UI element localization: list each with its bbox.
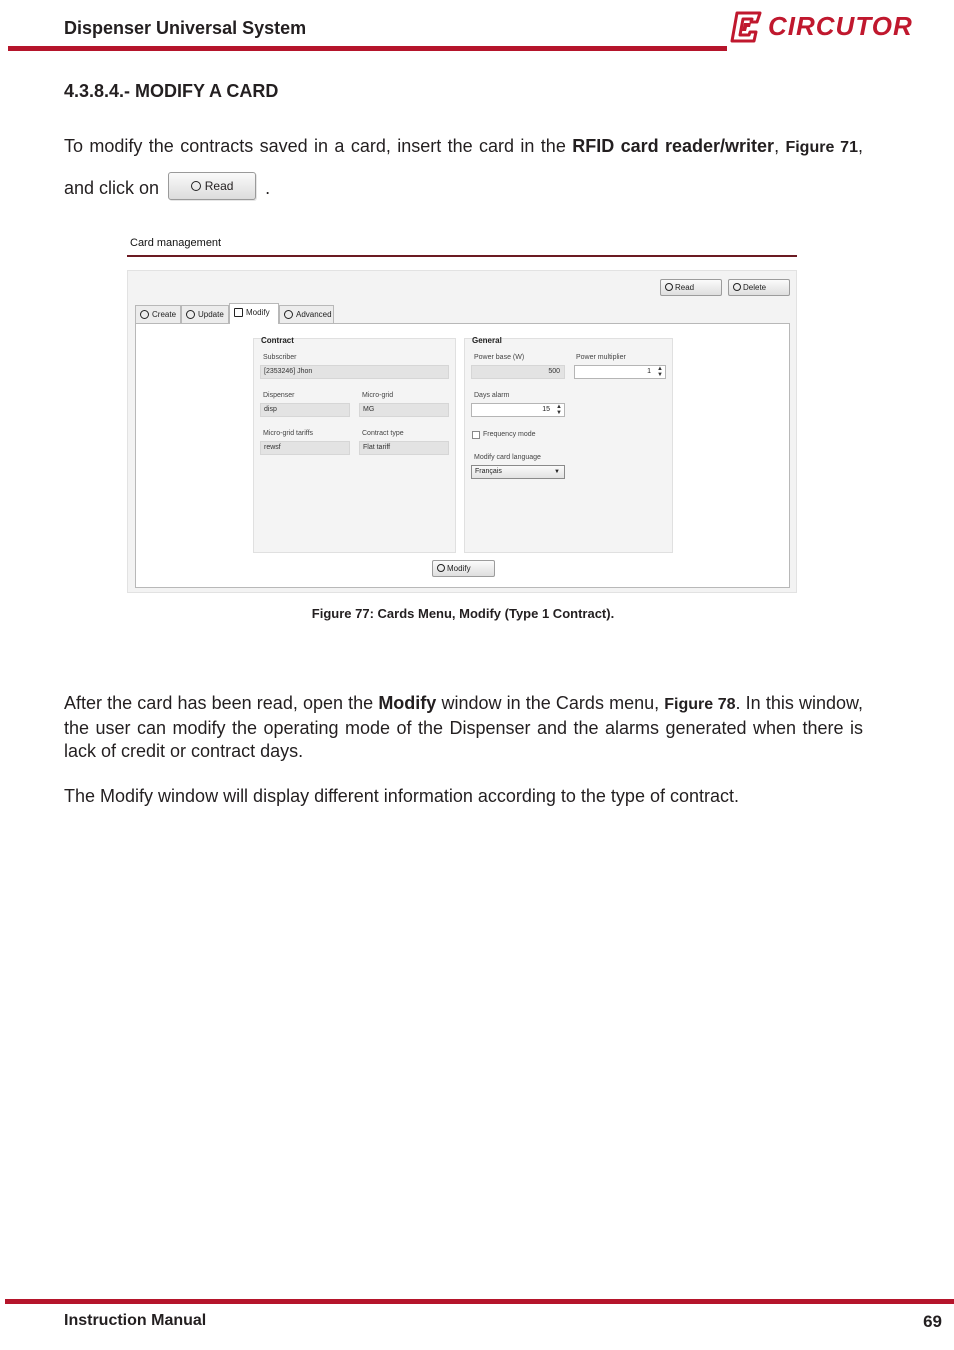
power-base-label: Power base (W): [474, 354, 525, 361]
logo-text: CIRCUTOR: [768, 11, 913, 41]
general-group-title: General: [472, 336, 502, 345]
days-alarm-label: Days alarm: [474, 392, 510, 399]
contract-type-paragraph: The Modify window will display different information according to the type of contract.: [64, 786, 739, 806]
modify-window-paragraph: [64, 692, 863, 764]
edit-icon: [234, 308, 243, 317]
modify-button[interactable]: [432, 560, 495, 577]
days-alarm-value: 15: [542, 406, 550, 413]
intro-text-end: , and click on: [64, 136, 863, 198]
intro-comma: ,: [774, 136, 786, 156]
header-title: Dispenser Universal System: [64, 18, 307, 38]
subscriber-field: [2353246] Jhon: [260, 365, 449, 379]
read-icon: [191, 181, 201, 191]
spin-arrows-icon[interactable]: ▲ ▼: [657, 366, 663, 378]
frequency-mode-checkbox[interactable]: [472, 431, 480, 439]
general-group: [464, 338, 673, 553]
rfid-reader-term: RFID card reader/writer: [572, 136, 775, 156]
read-icon: [665, 283, 673, 291]
tab-create-label: Create: [152, 310, 177, 319]
figure-78-ref[interactable]: Figure 78: [664, 696, 736, 713]
contract-group: [253, 338, 456, 553]
header-rule: [8, 46, 727, 51]
footer-rule: [5, 1299, 954, 1304]
modify-tab-panel: [135, 323, 790, 588]
circutor-logo: [730, 10, 913, 44]
modify-icon: [437, 564, 445, 572]
tab-modify[interactable]: [229, 303, 279, 324]
section-title: 4.3.8.4.- MODIFY A CARD: [64, 81, 279, 101]
figure-title-rule: [127, 255, 797, 257]
read-button[interactable]: [660, 279, 722, 296]
delete-button-label: Delete: [743, 283, 767, 292]
frequency-mode-label: Frequency mode: [483, 431, 536, 438]
para2-text-end: . In this window, the user can modify the operating mode of the Dispenser and the alarms generated when there is lack of credit or contract days.: [64, 693, 864, 761]
plus-circle-icon: [140, 310, 149, 319]
circutor-logo-icon: [730, 10, 766, 44]
days-alarm-stepper[interactable]: [471, 403, 565, 417]
tab-advanced[interactable]: [279, 305, 334, 323]
contract-type-label: Contract type: [362, 430, 404, 437]
para2-text-start: After the card has been read, open the: [64, 693, 379, 713]
tab-update-label: Update: [198, 310, 224, 319]
tab-advanced-label: Advanced: [296, 310, 332, 319]
modify-term: Modify: [378, 693, 437, 713]
tab-create[interactable]: [135, 305, 181, 323]
tab-modify-label: Modify: [246, 308, 270, 317]
card-language-label: Modify card language: [474, 454, 541, 461]
intro-text-start: To modify the contracts saved in a card, insert the card in the: [64, 136, 573, 156]
microgrid-tariffs-label: Micro-grid tariffs: [263, 430, 314, 437]
gear-icon: [284, 310, 293, 319]
power-base-field: 500: [471, 365, 565, 379]
inline-read-button: [168, 172, 256, 200]
microgrid-field: MG: [359, 403, 449, 417]
contract-type-field: Flat tariff: [359, 441, 449, 455]
power-multiplier-label: Power multiplier: [576, 354, 626, 361]
microgrid-label: Micro-grid: [362, 392, 394, 399]
figure-window-title: Card management: [130, 237, 222, 249]
modify-button-label: Modify: [447, 564, 471, 573]
intro-period: .: [265, 178, 271, 198]
delete-icon: [733, 283, 741, 291]
delete-button[interactable]: [728, 279, 790, 296]
subscriber-label: Subscriber: [263, 354, 297, 361]
page-number: 69: [923, 1312, 942, 1331]
dispenser-field: disp: [260, 403, 350, 417]
spin-arrows-icon[interactable]: ▲ ▼: [556, 404, 562, 416]
dropdown-arrow-icon: ▼: [554, 469, 560, 475]
footer-manual-label: Instruction Manual: [64, 1312, 207, 1329]
intro-paragraph: [64, 126, 863, 208]
tab-update[interactable]: [181, 305, 229, 323]
card-language-select[interactable]: [471, 465, 565, 479]
para2-text-mid: window in the Cards menu,: [436, 693, 665, 713]
card-language-value: Français: [475, 468, 502, 475]
microgrid-tariffs-field: rewsf: [260, 441, 350, 455]
inline-read-label: Read: [204, 179, 234, 194]
dispenser-label: Dispenser: [263, 392, 295, 399]
power-multiplier-value: 1: [647, 368, 651, 375]
figure-caption: Figure 77: Cards Menu, Modify (Type 1 Contract).: [311, 606, 615, 621]
refresh-icon: [186, 310, 195, 319]
card-management-window: [127, 270, 797, 593]
power-multiplier-stepper[interactable]: [574, 365, 666, 379]
figure-71-ref[interactable]: Figure 71: [785, 139, 858, 156]
read-button-label: Read: [675, 283, 695, 292]
contract-group-title: Contract: [261, 336, 294, 345]
